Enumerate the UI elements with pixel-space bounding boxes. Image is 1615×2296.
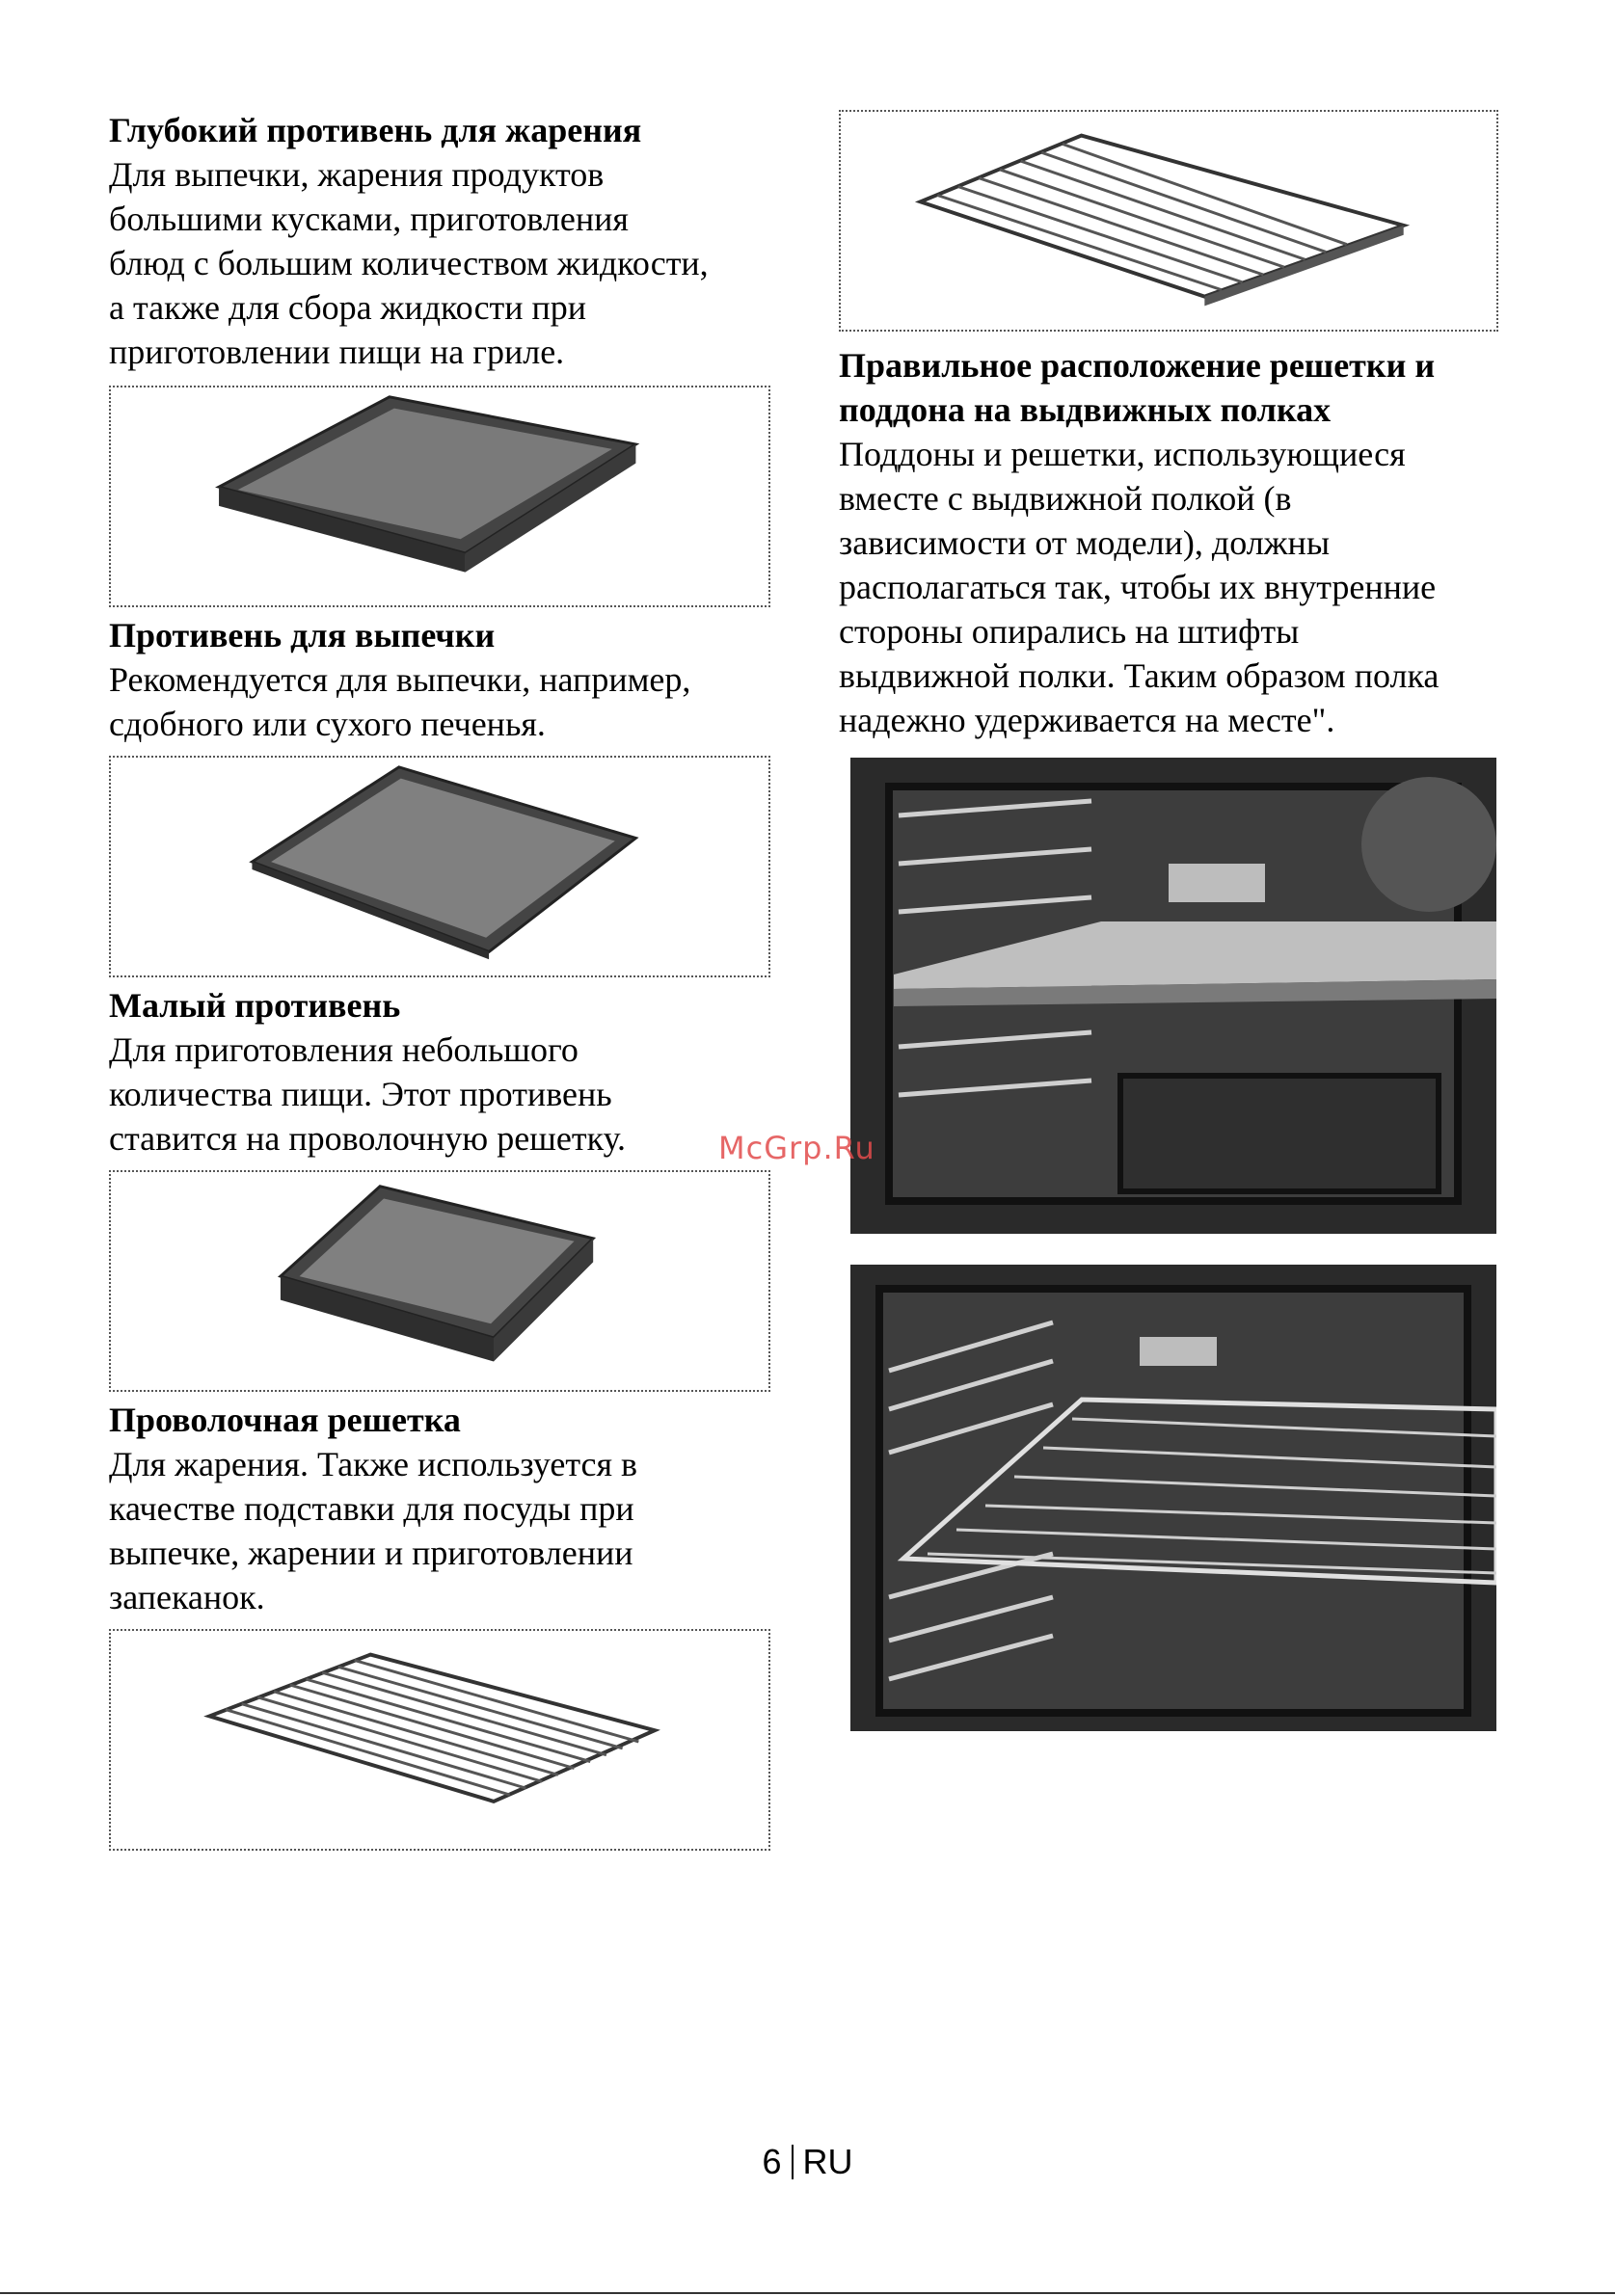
bottom-divider (0, 2292, 1615, 2294)
section-title: Правильное расположение решетки и поддона на выдвижных полках (839, 346, 1436, 429)
footer-separator (792, 2145, 794, 2179)
section-title: Глубокий противень для жарения (109, 111, 642, 149)
tray-with-rack-illustration (839, 110, 1498, 332)
section-title: Малый противень (109, 986, 401, 1025)
section-deep-tray (109, 108, 784, 374)
wire-rack-illustration (109, 1629, 770, 1851)
watermark: McGrp.Ru (718, 1130, 875, 1166)
page-footer (0, 2142, 1615, 2182)
baking-tray-illustration (109, 756, 770, 977)
oven-tray-photo (850, 758, 1496, 1234)
section-title: Противень для выпечки (109, 616, 496, 654)
section-body: Для приготовления небольшого количества пищи. Этот противень ставится на проволочную решетку. (109, 1030, 626, 1158)
section-body: Поддоны и решетки, использующиеся вместе с выдвижной полкой (в зависимости от модели), должны располагаться так, чтобы их внутренние стороны опирались на штифты выдвижной полки. Таким образом полка надежно удерживается на месте". (839, 435, 1440, 739)
section-wire-rack (109, 1398, 784, 1619)
oven-rack-photo (850, 1265, 1496, 1731)
small-tray-illustration (109, 1170, 770, 1392)
deep-tray-illustration (109, 386, 770, 607)
section-small-tray (109, 983, 784, 1161)
section-baking-tray (109, 613, 784, 746)
page-number: 6 (762, 2142, 782, 2181)
section-body: Для выпечки, жарения продуктов большими кусками, приготовления блюд с большим количеством жидкости, а также для сбора жидкости при приготовлении пищи на гриле. (109, 155, 709, 371)
section-title: Проволочная решетка (109, 1401, 461, 1439)
section-body: Для жарения. Также используется в качестве подставки для посуды при выпечке, жарении и приготовлении запеканок. (109, 1445, 638, 1616)
section-body: Рекомендуется для выпечки, например, сдобного или сухого печенья. (109, 660, 691, 743)
language-code: RU (802, 2142, 853, 2181)
section-placement (839, 343, 1514, 742)
